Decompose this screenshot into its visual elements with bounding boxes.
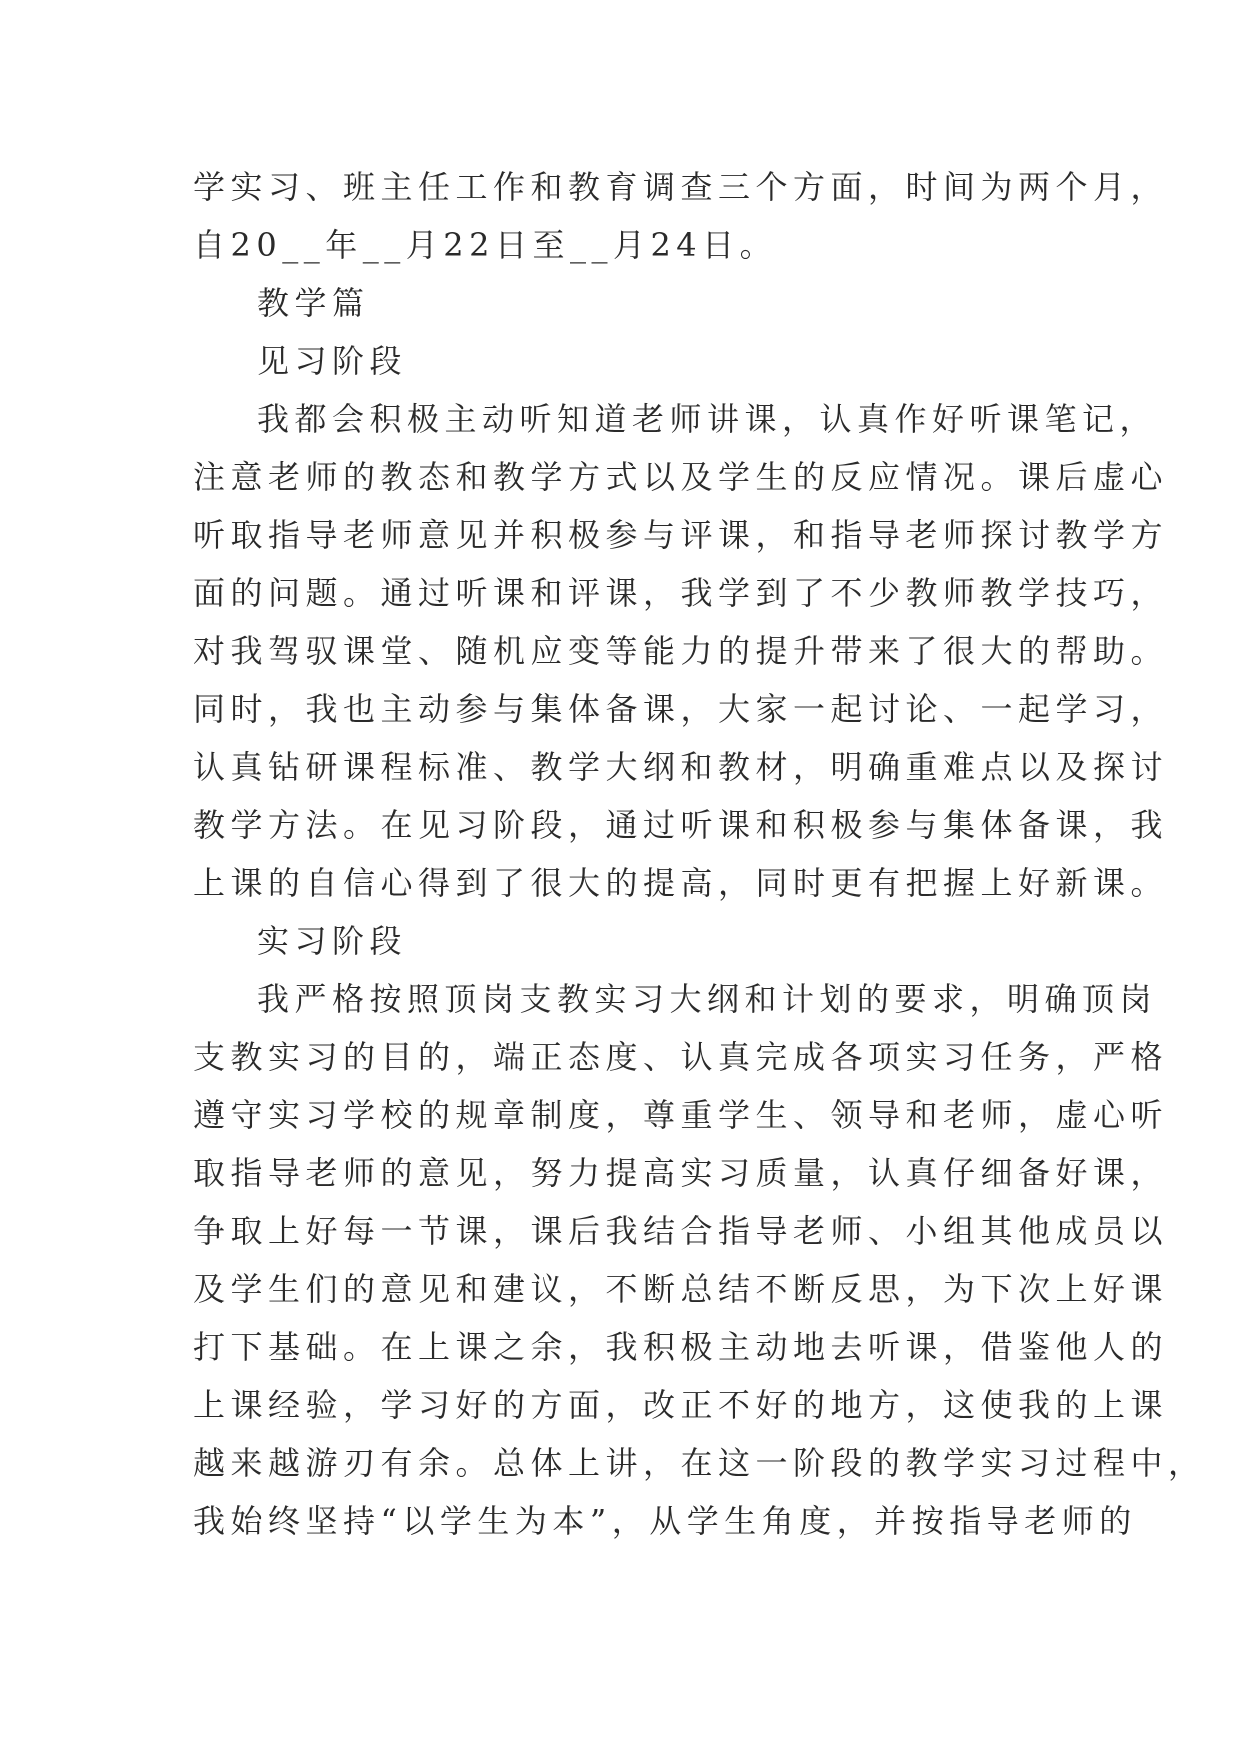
paragraph-start-line: 我都会积极主动听知道老师讲课，认真作好听课笔记， bbox=[257, 400, 1158, 438]
subsection-heading-observation: 见习阶段 bbox=[257, 342, 408, 380]
body-line: 听取指导老师意见并积极参与评课，和指导老师探讨教学方 bbox=[193, 516, 1169, 554]
body-line: 及学生们的意见和建议，不断总结不断反思，为下次上好课 bbox=[193, 1270, 1169, 1308]
document-body bbox=[193, 158, 1206, 1550]
body-line: 取指导老师的意见，努力提高实习质量，认真仔细备好课， bbox=[193, 1154, 1169, 1192]
body-line: 争取上好每一节课，课后我结合指导老师、小组其他成员以 bbox=[193, 1212, 1169, 1250]
body-line: 面的问题。通过听课和评课，我学到了不少教师教学技巧， bbox=[193, 574, 1169, 612]
section-heading-teaching: 教学篇 bbox=[257, 284, 370, 322]
body-line: 支教实习的目的，端正态度、认真完成各项实习任务，严格 bbox=[193, 1038, 1169, 1076]
body-line: 上课经验，学习好的方面，改正不好的地方，这使我的上课 bbox=[193, 1386, 1169, 1424]
subsection-heading-practice: 实习阶段 bbox=[257, 922, 408, 960]
body-line: 越来越游刃有余。总体上讲，在这一阶段的教学实习过程中， bbox=[193, 1444, 1206, 1482]
body-line: 遵守实习学校的规章制度，尊重学生、领导和老师，虚心听 bbox=[193, 1096, 1169, 1134]
body-line: 自20__年__月22日至__月24日。 bbox=[193, 226, 778, 264]
body-line: 打下基础。在上课之余，我积极主动地去听课，借鉴他人的 bbox=[193, 1328, 1169, 1366]
body-line: 上课的自信心得到了很大的提高，同时更有把握上好新课。 bbox=[193, 864, 1169, 902]
body-line: 我始终坚持“以学生为本”，从学生角度，并按指导老师的 bbox=[193, 1502, 1137, 1540]
body-line: 同时，我也主动参与集体备课，大家一起讨论、一起学习， bbox=[193, 690, 1169, 728]
body-line: 教学方法。在见习阶段，通过听课和积极参与集体备课，我 bbox=[193, 806, 1169, 844]
body-line: 注意老师的教态和教学方式以及学生的反应情况。课后虚心 bbox=[193, 458, 1169, 496]
body-line: 对我驾驭课堂、随机应变等能力的提升带来了很大的帮助。 bbox=[193, 632, 1169, 670]
paragraph-start-line: 我严格按照顶岗支教实习大纲和计划的要求，明确顶岗 bbox=[257, 980, 1158, 1018]
body-line: 认真钻研课程标准、教学大纲和教材，明确重难点以及探讨 bbox=[193, 748, 1169, 786]
body-line: 学实习、班主任工作和教育调查三个方面，时间为两个月， bbox=[193, 168, 1169, 206]
